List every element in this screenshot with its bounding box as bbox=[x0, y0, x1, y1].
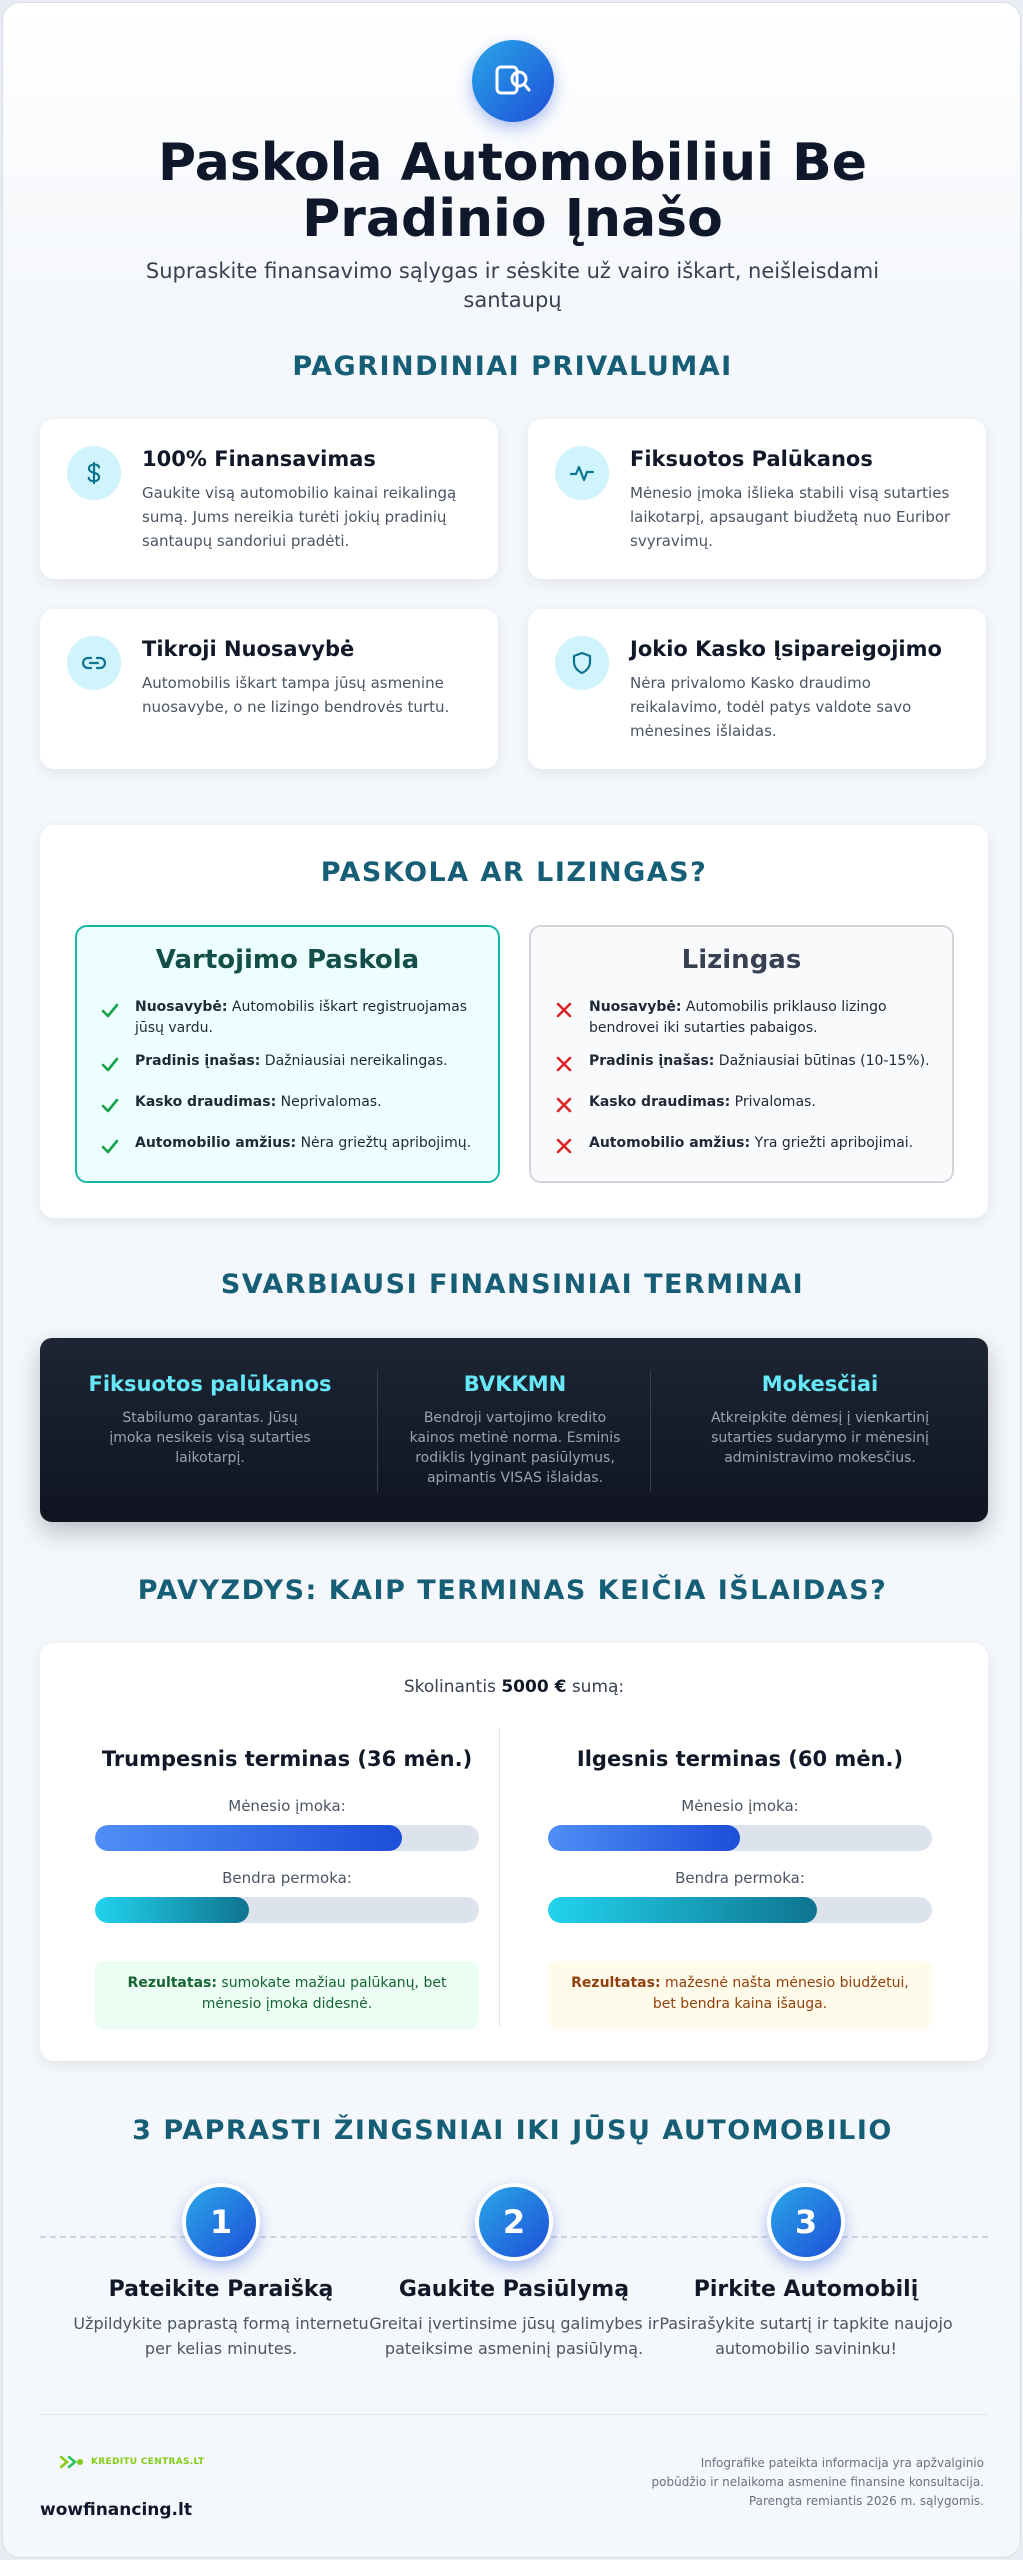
row-label: Kasko draudimas: bbox=[135, 1094, 277, 1110]
term-title: Mokesčiai bbox=[761, 1372, 879, 1396]
benefit-title: Fiksuotos Palūkanos bbox=[630, 447, 873, 471]
step-title: Pateikite Paraišką bbox=[108, 2277, 334, 2302]
kreditu-centras-logo bbox=[59, 2455, 204, 2469]
step-number: 2 bbox=[475, 2183, 553, 2261]
row-label: Nuosavybė: bbox=[589, 999, 682, 1015]
monthly-bar-fill bbox=[95, 1825, 402, 1851]
logo-text: KREDITU CENTRAS.LT bbox=[91, 2457, 205, 2467]
overpay-label: Bendra permoka: bbox=[222, 1869, 352, 1887]
benefit-title: Tikroji Nuosavybė bbox=[142, 637, 355, 661]
lease-row bbox=[553, 1092, 934, 1113]
benefit-title: Jokio Kasko Įsipareigojimo bbox=[630, 637, 942, 661]
term-title: Fiksuotos palūkanos bbox=[88, 1372, 332, 1396]
row-label: Kasko draudimas: bbox=[589, 1094, 731, 1110]
check-icon bbox=[99, 1094, 121, 1116]
overpay-bar bbox=[95, 1897, 479, 1923]
check-icon bbox=[99, 1053, 121, 1075]
overpay-bar-fill bbox=[95, 1897, 249, 1923]
row-text: Privalomas. bbox=[734, 1094, 816, 1110]
result-box bbox=[548, 1961, 932, 2029]
logo-mark-icon bbox=[59, 2455, 85, 2469]
step-number: 1 bbox=[182, 2183, 260, 2261]
benefit-title: 100% Finansavimas bbox=[142, 447, 376, 471]
lease-box bbox=[529, 925, 954, 1183]
result-box bbox=[95, 1961, 479, 2029]
cross-icon bbox=[553, 999, 575, 1021]
term-text: Atkreipkite dėmesį į vienkartinį sutarties sudarymo ir mėnesinį administravimo mokesčius. bbox=[710, 1410, 930, 1466]
divider bbox=[650, 1370, 651, 1492]
example-panel bbox=[40, 1643, 988, 2061]
loan-amount-line bbox=[40, 1677, 988, 1697]
benefit-text: Automobilis iškart tampa jūsų asmenine nuosavybe, o ne lizingo bendrovės turtu. bbox=[142, 674, 450, 716]
row-text: Automobilis priklauso lizingo bendrovei iki sutarties pabaigos. bbox=[589, 999, 887, 1036]
car-search-icon bbox=[472, 40, 554, 122]
lease-row bbox=[553, 1133, 934, 1154]
monthly-label: Mėnesio įmoka: bbox=[681, 1797, 799, 1815]
comparison-heading: PASKOLA AR LIZINGAS? bbox=[320, 857, 708, 888]
cross-icon bbox=[553, 1094, 575, 1116]
row-text: Automobilis iškart registruojamas jūsų vardu. bbox=[135, 999, 468, 1036]
row-label: Automobilio amžius: bbox=[589, 1135, 751, 1151]
benefit-card-financing bbox=[40, 419, 498, 579]
step-title: Gaukite Pasiūlymą bbox=[398, 2277, 630, 2302]
step-text: Pasirašykite sutartį ir tapkite naujojo automobilio savininku! bbox=[659, 2314, 953, 2358]
row-text: Yra griežti apribojimai. bbox=[754, 1135, 914, 1151]
benefit-text: Nėra privalomo Kasko draudimo reikalavimo, todėl patys valdote savo mėnesines išlaidas. bbox=[630, 674, 912, 740]
row-text: Dažniausiai nereikalingas. bbox=[264, 1053, 448, 1069]
row-label: Automobilio amžius: bbox=[135, 1135, 297, 1151]
pulse-icon bbox=[555, 446, 609, 500]
brand-name: wowfinancing.lt bbox=[40, 2500, 192, 2520]
term-title: BVKKMN bbox=[463, 1372, 567, 1396]
monthly-label: Mėnesio įmoka: bbox=[228, 1797, 346, 1815]
lease-row bbox=[553, 1051, 934, 1072]
divider bbox=[499, 1728, 500, 2028]
disclaimer-text: Infografike pateikta informacija yra apžvalginio pobūdžio ir nelaikoma asmenine finansine konsultacija. Parengta remiantis 2026 m. sąlygomis. bbox=[651, 2456, 984, 2508]
page-subtitle: Supraskite finansavimo sąlygas ir sėskite už vairo iškart, neišleisdami santaupų bbox=[145, 259, 880, 312]
row-text: Dažniausiai būtinas (10-15%). bbox=[718, 1053, 930, 1069]
row-text: Neprivalomas. bbox=[280, 1094, 382, 1110]
check-icon bbox=[99, 999, 121, 1021]
benefit-card-no-kasko bbox=[528, 609, 986, 769]
check-icon bbox=[99, 1135, 121, 1157]
overpay-bar-fill bbox=[548, 1897, 817, 1923]
cross-icon bbox=[553, 1053, 575, 1075]
result-label: Rezultatas: bbox=[127, 1975, 217, 1991]
loan-title: Vartojimo Paskola bbox=[155, 945, 420, 975]
long-term-column bbox=[548, 1747, 932, 2012]
shield-icon bbox=[555, 636, 609, 690]
terms-panel bbox=[40, 1338, 988, 1522]
loan-row bbox=[99, 997, 480, 1039]
lease-row bbox=[553, 997, 934, 1039]
benefit-card-fixed-rate bbox=[528, 419, 986, 579]
divider bbox=[377, 1370, 378, 1492]
long-term-title: Ilgesnis terminas (60 mėn.) bbox=[576, 1747, 904, 1771]
terms-heading: SVARBIAUSI FINANSINIAI TERMINAI bbox=[220, 1269, 805, 1300]
comparison-panel bbox=[40, 825, 988, 1218]
infographic-page bbox=[2, 2, 1021, 2558]
step-text: Užpildykite paprastą formą internetu per kelias minutes. bbox=[73, 2314, 369, 2358]
row-label: Nuosavybė: bbox=[135, 999, 228, 1015]
row-label: Pradinis įnašas: bbox=[589, 1053, 715, 1069]
dollar-icon bbox=[67, 446, 121, 500]
row-label: Pradinis įnašas: bbox=[135, 1053, 261, 1069]
steps-heading: 3 PAPRASTI ŽINGSNIAI IKI JŪSŲ AUTOMOBILIO bbox=[132, 2115, 893, 2146]
term-text: Stabilumo garantas. Jūsų įmoka nesikeis visą sutarties laikotarpį. bbox=[109, 1410, 311, 1466]
monthly-bar-fill bbox=[548, 1825, 740, 1851]
overpay-bar bbox=[548, 1897, 932, 1923]
loan-row bbox=[99, 1051, 480, 1072]
benefit-text: Mėnesio įmoka išlieka stabili visą sutarties laikotarpį, apsaugant biudžetą nuo Euribor svyravimų. bbox=[630, 484, 951, 550]
benefits-heading: PAGRINDINIAI PRIVALUMAI bbox=[292, 351, 733, 382]
term-item bbox=[60, 1372, 360, 1468]
loan-row bbox=[99, 1133, 480, 1154]
loan-amount: 5000 € bbox=[501, 1677, 567, 1697]
monthly-bar bbox=[95, 1825, 479, 1851]
result-label: Rezultatas: bbox=[571, 1975, 661, 1991]
result-text: sumokate mažiau palūkanų, bet mėnesio įmoka didesnė. bbox=[201, 1975, 447, 2012]
term-item bbox=[390, 1372, 640, 1488]
loan-suffix: sumą: bbox=[571, 1677, 625, 1697]
benefit-card-ownership bbox=[40, 609, 498, 769]
footer-divider bbox=[40, 2414, 988, 2415]
example-heading: PAVYZDYS: KAIP TERMINAS KEIČIA IŠLAIDAS? bbox=[137, 1575, 888, 1606]
step-title: Pirkite Automobilį bbox=[693, 2277, 919, 2302]
result-text: mažesnė našta mėnesio biudžetui, bet bendra kaina išauga. bbox=[652, 1975, 909, 2012]
row-text: Nėra griežtų apribojimų. bbox=[300, 1135, 472, 1151]
benefit-text: Gaukite visą automobilio kainai reikalingą sumą. Jums nereikia turėti jokių pradinių santaupų sandoriui pradėti. bbox=[142, 484, 457, 550]
step-text: Greitai įvertinsime jūsų galimybes ir pateiksime asmeninį pasiūlymą. bbox=[369, 2314, 659, 2358]
loan-prefix: Skolinantis bbox=[403, 1677, 496, 1697]
loan-row bbox=[99, 1092, 480, 1113]
lease-title: Lizingas bbox=[681, 945, 802, 975]
overpay-label: Bendra permoka: bbox=[675, 1869, 805, 1887]
link-icon bbox=[67, 636, 121, 690]
cross-icon bbox=[553, 1135, 575, 1157]
short-term-title: Trumpesnis terminas (36 mėn.) bbox=[101, 1747, 473, 1771]
page-title: Paskola Automobiliui Be Pradinio Įnašo bbox=[158, 133, 867, 249]
step-number: 3 bbox=[767, 2183, 845, 2261]
term-item bbox=[670, 1372, 970, 1468]
term-text: Bendroji vartojimo kredito kainos metinė norma. Esminis rodiklis lyginant pasiūlymus, apimantis VISAS išlaidas. bbox=[409, 1410, 621, 1486]
monthly-bar bbox=[548, 1825, 932, 1851]
short-term-column bbox=[95, 1747, 479, 2012]
loan-box bbox=[75, 925, 500, 1183]
